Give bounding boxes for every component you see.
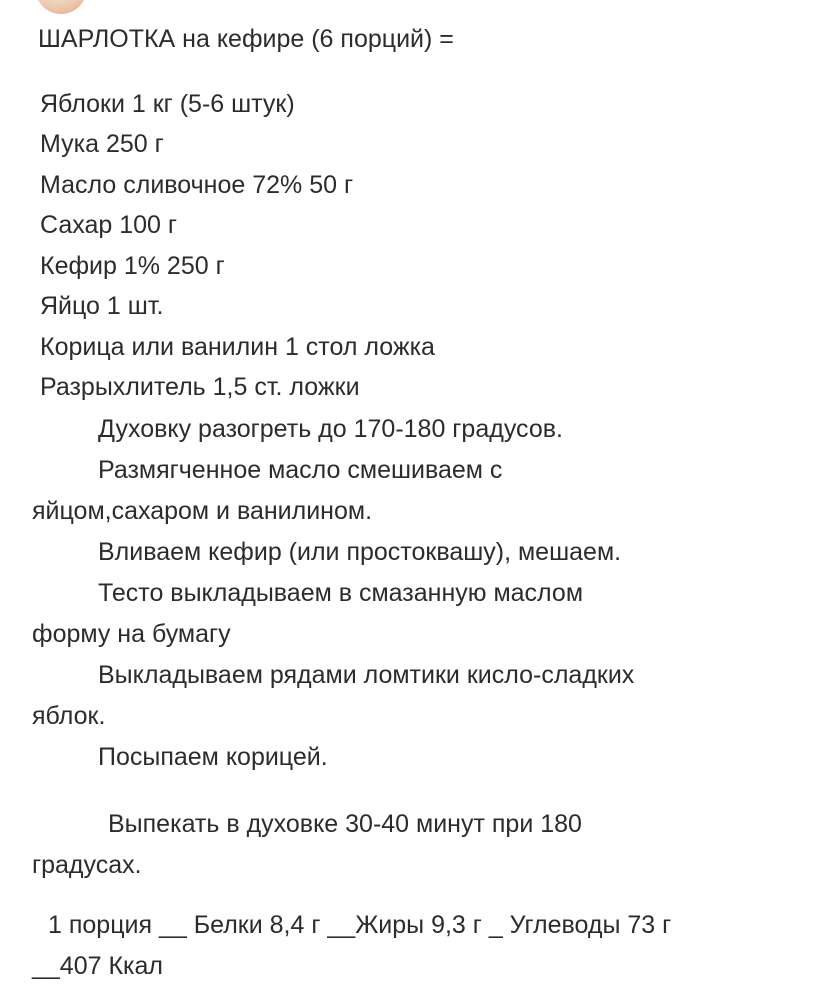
ingredient-line: Кефир 1% 250 г xyxy=(40,251,225,280)
instruction-line: Посыпаем корицей. xyxy=(98,742,328,771)
nutrition-line: 1 порция __ Белки 8,4 г __Жиры 9,3 г _ Углеводы 73 г xyxy=(48,910,672,939)
instruction-line: яблок. xyxy=(32,701,106,730)
instruction-line: Тесто выкладываем в смазанную маслом xyxy=(98,578,584,607)
instruction-line: Размягченное масло смешиваем с xyxy=(98,455,503,484)
ingredient-line: Масло сливочное 72% 50 г xyxy=(40,170,354,199)
ingredient-line: Корица или ванилин 1 стол ложка xyxy=(40,332,435,361)
instruction-line: Выкладываем рядами ломтики кисло-сладких xyxy=(98,660,635,689)
ingredient-line: Мука 250 г xyxy=(40,130,164,158)
recipe-title: ШАРЛОТКА на кефире (6 порций) = xyxy=(38,25,454,53)
avatar[interactable] xyxy=(35,0,87,14)
ingredients-list xyxy=(32,84,785,408)
nutrition-line: __407 Ккал xyxy=(32,951,164,980)
nutrition-info xyxy=(32,905,785,987)
ingredient-line: Сахар 100 г xyxy=(40,211,177,239)
instruction-line: яйцом,сахаром и ванилином. xyxy=(32,496,373,525)
ingredient-line: Разрыхлитель 1,5 ст. ложки xyxy=(40,373,360,401)
instruction-steps xyxy=(32,409,785,778)
ingredient-line: Яблоки 1 кг (5-6 штук) xyxy=(40,89,295,118)
instruction-line: форму на бумагу xyxy=(32,619,231,648)
baking-line: Выпекать в духовке 30-40 минут при 180 xyxy=(108,809,582,838)
ingredient-line: Яйцо 1 шт. xyxy=(40,292,164,320)
baking-instruction xyxy=(32,804,785,886)
instruction-line: Вливаем кефир (или простоквашу), мешаем. xyxy=(98,537,622,566)
baking-line: градусах. xyxy=(32,850,142,879)
instruction-line: Духовку разогреть до 170-180 градусов. xyxy=(98,414,563,443)
